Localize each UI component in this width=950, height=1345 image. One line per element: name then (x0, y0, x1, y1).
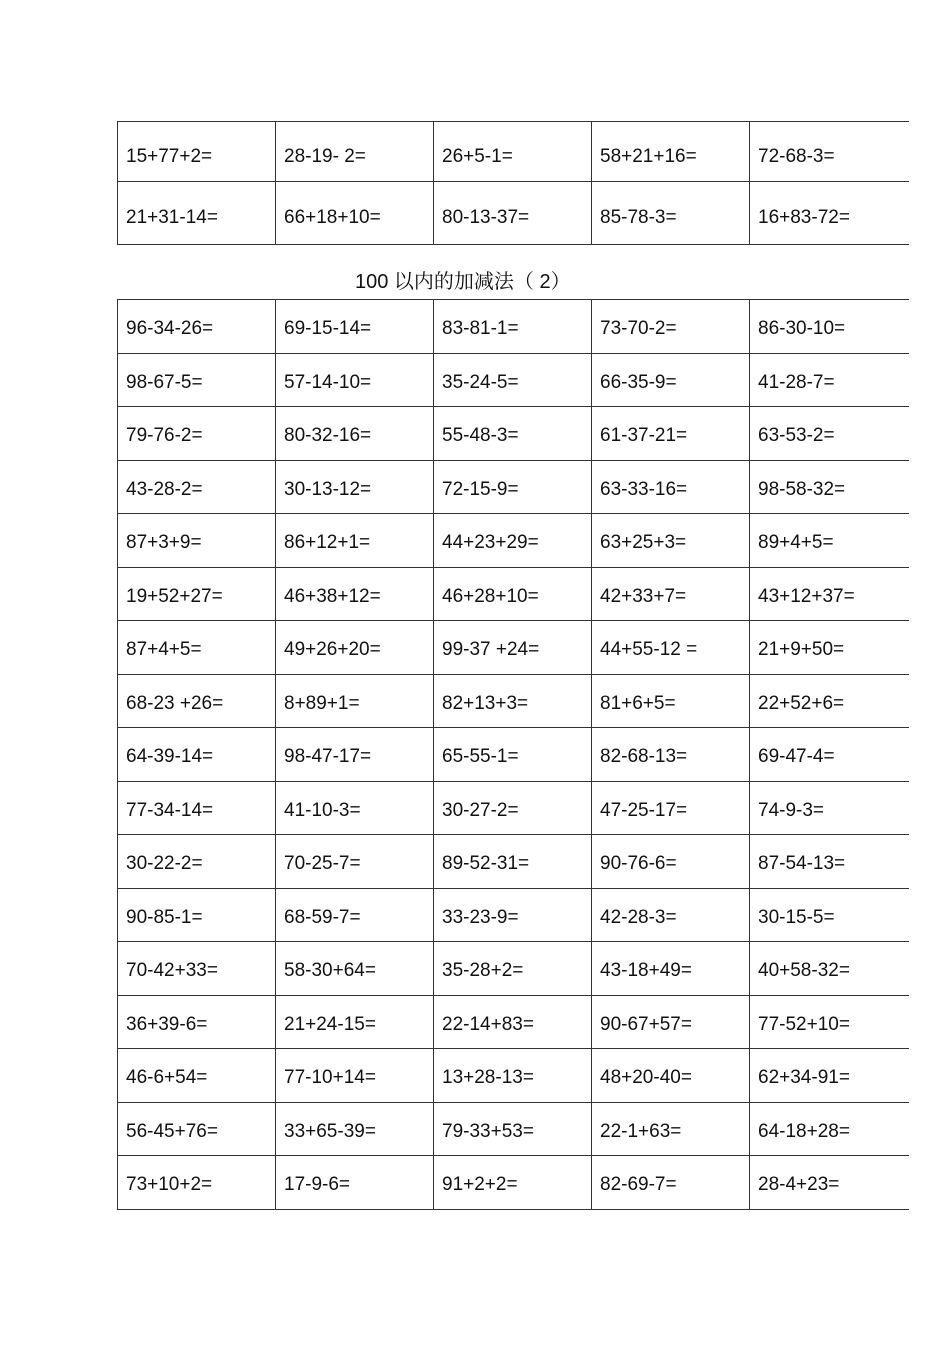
problem-cell: 69-47-4= (750, 728, 909, 782)
problem-cell: 36+39-6= (118, 995, 276, 1049)
problem-cell: 68-59-7= (276, 888, 434, 942)
table-row (118, 728, 909, 782)
problem-cell: 26+5-1= (434, 122, 592, 182)
problem-cell: 30-27-2= (434, 781, 592, 835)
problem-cell: 82-68-13= (592, 728, 750, 782)
problem-cell: 35-28+2= (434, 942, 592, 996)
problem-cell: 35-24-5= (434, 353, 592, 407)
problem-cell: 98-58-32= (750, 460, 909, 514)
problem-cell: 99-37 +24= (434, 621, 592, 675)
problem-cell: 77-52+10= (750, 995, 909, 1049)
problem-cell: 64-18+28= (750, 1102, 909, 1156)
table-row (118, 1049, 909, 1103)
problem-cell: 86-30-10= (750, 300, 909, 354)
problem-cell: 40+58-32= (750, 942, 909, 996)
problem-table-main (117, 299, 909, 1210)
problem-cell: 13+28-13= (434, 1049, 592, 1103)
problem-cell: 22+52+6= (750, 674, 909, 728)
problem-cell: 62+34-91= (750, 1049, 909, 1103)
problem-cell: 89+4+5= (750, 514, 909, 568)
problem-cell: 90-76-6= (592, 835, 750, 889)
problem-cell: 28-19- 2= (276, 122, 434, 182)
table-row (118, 122, 909, 182)
problem-cell: 98-67-5= (118, 353, 276, 407)
table-row (118, 1102, 909, 1156)
problem-cell: 46+38+12= (276, 567, 434, 621)
table-row (118, 995, 909, 1049)
problem-cell: 66-35-9= (592, 353, 750, 407)
problem-cell: 43-28-2= (118, 460, 276, 514)
table-row (118, 888, 909, 942)
problem-cell: 41-28-7= (750, 353, 909, 407)
problem-cell: 91+2+2= (434, 1156, 592, 1210)
problem-cell: 80-32-16= (276, 407, 434, 461)
table-row (118, 353, 909, 407)
problem-cell: 87+4+5= (118, 621, 276, 675)
problem-cell: 68-23 +26= (118, 674, 276, 728)
problem-cell: 42-28-3= (592, 888, 750, 942)
table-row (118, 942, 909, 996)
table-row (118, 514, 909, 568)
problem-cell: 87-54-13= (750, 835, 909, 889)
table-row (118, 567, 909, 621)
problem-cell: 21+24-15= (276, 995, 434, 1049)
problem-cell: 65-55-1= (434, 728, 592, 782)
problem-cell: 43-18+49= (592, 942, 750, 996)
problem-cell: 73+10+2= (118, 1156, 276, 1210)
problem-cell: 69-15-14= (276, 300, 434, 354)
problem-cell: 30-13-12= (276, 460, 434, 514)
problem-cell: 98-47-17= (276, 728, 434, 782)
problem-cell: 85-78-3= (592, 182, 750, 245)
problem-cell: 30-15-5= (750, 888, 909, 942)
table-row (118, 1156, 909, 1210)
table-row (118, 621, 909, 675)
problem-cell: 72-68-3= (750, 122, 909, 182)
table-row (118, 460, 909, 514)
problem-cell: 44+55-12 = (592, 621, 750, 675)
problem-cell: 30-22-2= (118, 835, 276, 889)
problem-cell: 49+26+20= (276, 621, 434, 675)
problem-cell: 82+13+3= (434, 674, 592, 728)
problem-cell: 22-14+83= (434, 995, 592, 1049)
problem-cell: 79-33+53= (434, 1102, 592, 1156)
table-row (118, 407, 909, 461)
problem-cell: 63+25+3= (592, 514, 750, 568)
problem-cell: 33-23-9= (434, 888, 592, 942)
problem-cell: 58-30+64= (276, 942, 434, 996)
problem-cell: 77-34-14= (118, 781, 276, 835)
problem-cell: 42+33+7= (592, 567, 750, 621)
problem-cell: 17-9-6= (276, 1156, 434, 1210)
problem-cell: 28-4+23= (750, 1156, 909, 1210)
table-row (118, 182, 909, 245)
problem-cell: 96-34-26= (118, 300, 276, 354)
problem-table-top (117, 121, 909, 245)
problem-cell: 21+31-14= (118, 182, 276, 245)
problem-cell: 58+21+16= (592, 122, 750, 182)
problem-cell: 33+65-39= (276, 1102, 434, 1156)
problem-cell: 44+23+29= (434, 514, 592, 568)
problem-cell: 81+6+5= (592, 674, 750, 728)
problem-cell: 82-69-7= (592, 1156, 750, 1210)
problem-cell: 70-42+33= (118, 942, 276, 996)
problem-cell: 22-1+63= (592, 1102, 750, 1156)
problem-cell: 90-85-1= (118, 888, 276, 942)
problem-cell: 19+52+27= (118, 567, 276, 621)
problem-cell: 73-70-2= (592, 300, 750, 354)
problem-cell: 46+28+10= (434, 567, 592, 621)
problem-cell: 16+83-72= (750, 182, 909, 245)
table-row (118, 835, 909, 889)
problem-cell: 61-37-21= (592, 407, 750, 461)
problem-cell: 83-81-1= (434, 300, 592, 354)
problem-cell: 74-9-3= (750, 781, 909, 835)
problem-cell: 79-76-2= (118, 407, 276, 461)
problem-cell: 21+9+50= (750, 621, 909, 675)
problem-cell: 72-15-9= (434, 460, 592, 514)
problem-cell: 70-25-7= (276, 835, 434, 889)
problem-cell: 47-25-17= (592, 781, 750, 835)
problem-cell: 15+77+2= (118, 122, 276, 182)
table-row (118, 674, 909, 728)
table-row (118, 781, 909, 835)
table-row (118, 300, 909, 354)
section-title: 100 以内的加减法（ 2） (355, 271, 571, 293)
problem-cell: 89-52-31= (434, 835, 592, 889)
problem-cell: 66+18+10= (276, 182, 434, 245)
problem-cell: 77-10+14= (276, 1049, 434, 1103)
problem-cell: 90-67+57= (592, 995, 750, 1049)
problem-cell: 80-13-37= (434, 182, 592, 245)
problem-cell: 46-6+54= (118, 1049, 276, 1103)
problem-cell: 87+3+9= (118, 514, 276, 568)
problem-cell: 55-48-3= (434, 407, 592, 461)
problem-cell: 43+12+37= (750, 567, 909, 621)
problem-cell: 63-33-16= (592, 460, 750, 514)
problem-cell: 8+89+1= (276, 674, 434, 728)
problem-cell: 57-14-10= (276, 353, 434, 407)
problem-cell: 41-10-3= (276, 781, 434, 835)
problem-cell: 86+12+1= (276, 514, 434, 568)
problem-cell: 56-45+76= (118, 1102, 276, 1156)
problem-cell: 48+20-40= (592, 1049, 750, 1103)
problem-cell: 64-39-14= (118, 728, 276, 782)
problem-cell: 63-53-2= (750, 407, 909, 461)
